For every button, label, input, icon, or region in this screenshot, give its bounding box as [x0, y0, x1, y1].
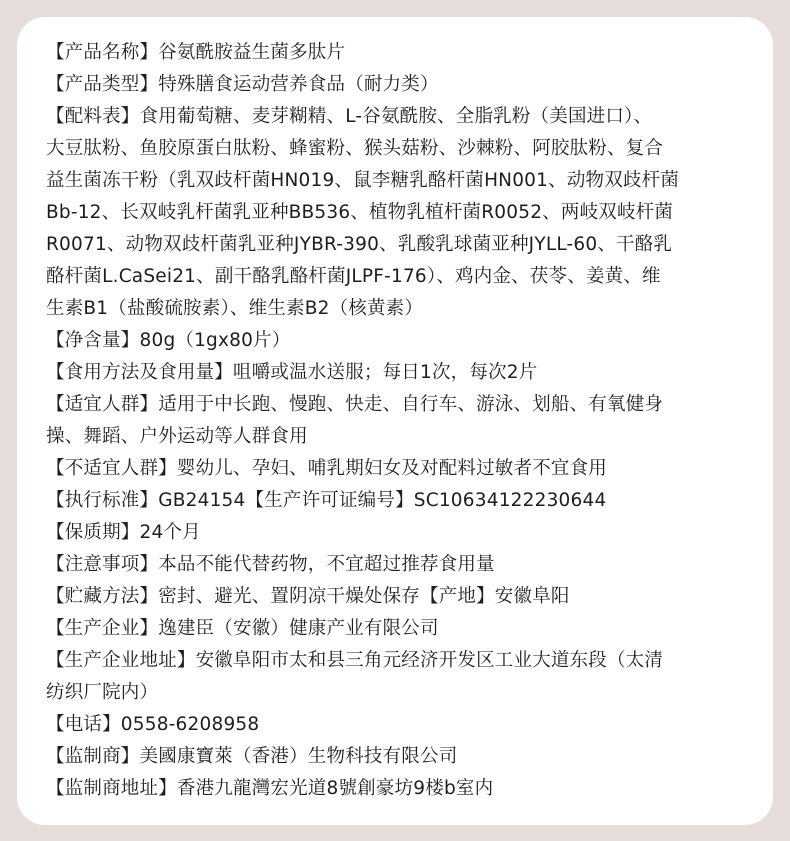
ingredients-line-1: 【配料表】食用葡萄糖、麦芽糊精、L-谷氨酰胺、全脂乳粉（美国进口）、	[46, 106, 653, 127]
shelf-life-line: 【保质期】24个月	[46, 522, 201, 543]
net-content-line: 【净含量】80g（1gx80片）	[46, 330, 291, 351]
product-type-line: 【产品类型】特殊膳食运动营养食品（耐力类）	[46, 74, 439, 95]
manufacturer-address-line-2: 纺织厂院内）	[46, 682, 159, 703]
ingredients-line-2: 大豆肽粉、鱼胶原蛋白肽粉、蜂蜜粉、猴头菇粉、沙棘粉、阿胶肽粉、复合	[46, 138, 664, 159]
ingredients-line-7: 生素B1（盐酸硫胺素）、维生素B2（核黄素）	[46, 298, 424, 319]
manufacturer-line: 【生产企业】逸建臣（安徽）健康产业有限公司	[46, 618, 439, 639]
product-info-card	[17, 17, 773, 825]
notice-line: 【注意事项】本品不能代替药物，不宜超过推荐食用量	[46, 554, 495, 575]
suitable-people-line-1: 【适宜人群】适用于中长跑、慢跑、快走、自行车、游泳、划船、有氧健身	[46, 394, 664, 415]
ingredients-line-4: Bb-12、长双岐乳杆菌乳亚种BB536、植物乳植杆菌R0052、两岐双岐杆菌	[46, 202, 674, 223]
ingredients-line-3: 益生菌冻干粉（乳双歧杆菌HN019、鼠李糖乳酪杆菌HN001、动物双歧杆菌	[46, 170, 680, 191]
usage-line: 【食用方法及食用量】咀嚼或温水送服；每日1次，每次2片	[46, 362, 538, 383]
phone-line: 【电话】0558-6208958	[46, 714, 260, 735]
standard-license-line: 【执行标准】GB24154【生产许可证编号】SC10634122230644	[46, 490, 607, 511]
supervisor-address-line: 【监制商地址】香港九龍灣宏光道8號創豪坊9楼b室内	[46, 778, 494, 799]
supervisor-line: 【监制商】美國康寶萊（香港）生物科技有限公司	[46, 746, 458, 767]
storage-origin-line: 【贮藏方法】密封、避光、置阴凉干燥处保存【产地】安徽阜阳	[46, 586, 570, 607]
suitable-people-line-2: 操、舞蹈、户外运动等人群食用	[46, 426, 308, 447]
ingredients-line-6: 酪杆菌L.CaSei21、副干酪乳酪杆菌JLPF-176）、鸡内金、茯苓、姜黄、维	[46, 266, 661, 287]
product-name-line: 【产品名称】谷氨酰胺益生菌多肽片	[46, 42, 346, 63]
ingredients-line-5: R0071、动物双歧杆菌乳亚种JYBR-390、乳酸乳球菌亚种JYLL-60、干酪乳	[46, 234, 673, 255]
unsuitable-people-line: 【不适宜人群】婴幼儿、孕妇、哺乳期妇女及对配料过敏者不宜食用	[46, 458, 608, 479]
manufacturer-address-line-1: 【生产企业地址】安徽阜阳市太和县三角元经济开发区工业大道东段（太清	[46, 650, 664, 671]
